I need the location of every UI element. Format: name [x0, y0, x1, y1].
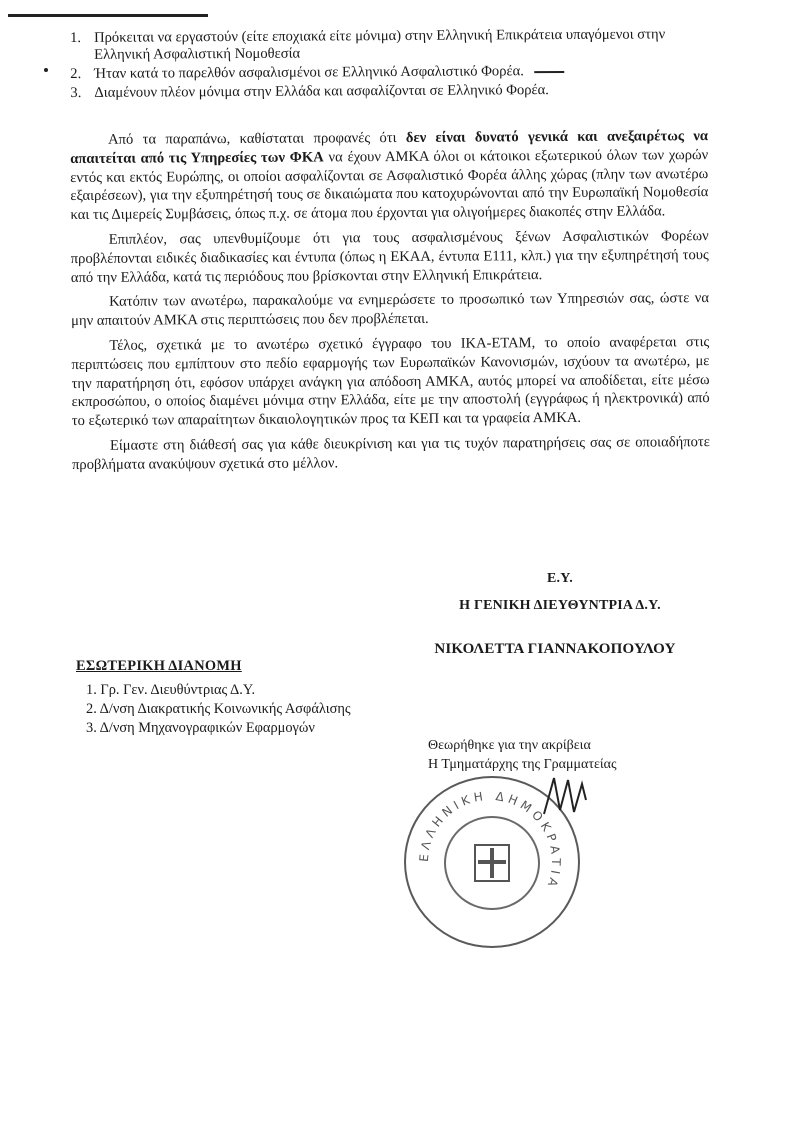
distribution-item: 3. Δ/νση Μηχανογραφικών Εφαρμογών	[86, 720, 315, 736]
paragraph-5: Είμαστε στη διάθεσή σας για κάθε διευκρίνιση και για τις τυχόν παρατηρήσεις σας σε οποιαδήποτε προβλήματα ανακύψουν σχετικά στο μέλλον.	[71, 434, 710, 473]
letter-body	[70, 127, 710, 480]
paragraph-1	[70, 127, 709, 225]
paragraph-text: να έχουν ΑΜΚΑ όλοι οι κάτοικοι εξωτερικού όλων των χωρών εντός και εκτός Ευρώπης, οι οποίοι ασφαλίζονται σε Ασφαλιστικό Φορέα άλλης χώρας (πλην των ανωτέρω εξαιρέσεων), για την εξυπηρέτησή τους σε δικαιώματα που κατοχυρώνονται από την Ευρωπαϊκή Νομοθεσία και τις Διμερείς Συμβάσεις, όπως π.χ. σε άτομα που έρχονται για ολιγοήμερες διακοπές στην Ελλάδα.	[70, 146, 709, 224]
paragraph-4: Τέλος, σχετικά με το ανωτέρω σχετικό έγγραφο του ΙΚΑ-ΕΤΑΜ, το οποίο αναφέρεται στις περιπτώσεις που εμπίπτουν στο πεδίο εφαρμογής των Ευρωπαϊκών Κανονισμών, ισχύουν τα ανωτέρω, με την παρατήρηση ότι, εφόσον υπάρχει ανάγκη για απόδοση ΑΜΚΑ, αυτός μπορεί να αποδίδεται, είτε μέσω εκπροσώπου, ο οποίος διαμένει μόνιμα στην Ελλάδα, είτε με την αποστολή (εγγράφως ή ηλεκτρονικά) από το εξωτερικό των απαραίτητων δικαιολογητικών προς τα ΚΕΠ και τα γραφεία ΑΜΚΑ.	[71, 334, 710, 430]
list-text: Διαμένουν πλέον μόνιμα στην Ελλάδα και ασφαλίζονται σε Ελληνικό Φορέα.	[94, 82, 549, 101]
internal-distribution	[76, 657, 436, 738]
paragraph-text: Από τα παραπάνω, καθίσταται προφανές ότι	[108, 129, 406, 148]
list-number: 1.	[70, 29, 82, 46]
list-item	[70, 81, 710, 102]
margin-dot	[44, 68, 48, 72]
list-item	[70, 62, 710, 83]
signature-ey: Ε.Υ.	[547, 571, 573, 586]
top-edge-line	[8, 14, 208, 17]
attestation-line: Η Τμηματάρχης της Γραμματείας	[428, 757, 617, 772]
distribution-item: 1. Γρ. Γεν. Διευθύντριας Δ.Υ.	[86, 682, 256, 698]
paragraph-bold-text: δεν είναι δυνατό γενικά και ανεξαιρέτως να απαιτείται από τις Υπηρεσίες των ΦΚΑ	[70, 128, 709, 167]
signature-title: Η ΓΕΝΙΚΗ ΔΙΕΥΘΥΝΤΡΙΑ Δ.Υ.	[459, 598, 661, 613]
seal-text: ΕΛΛΗΝΙΚΗ ΔΗΜΟΚΡΑΤΙΑ	[416, 788, 564, 893]
paragraph-2: Επιπλέον, σας υπενθυμίζουμε ότι για τους ασφαλισμένους ξένων Ασφαλιστικών Φορέων προβλέπονται ειδικές διαδικασίες και έντυπα (όπως η ΕΚΑΑ, έντυπα Ε111, κλπ.) για την εξυπηρέτησή τους από την Ελλάδα, κατά τις περιόδους που βρίσκονται στην Ελληνική Επικράτεια.	[70, 228, 709, 286]
cross-emblem-icon	[474, 844, 510, 882]
signatory-name: ΝΙΚΟΛΕΤΤΑ ΓΙΑΝΝΑΚΟΠΟΥΛΟΥ	[434, 641, 676, 657]
underline-mark	[534, 71, 564, 73]
list-text-content: Ήταν κατά το παρελθόν ασφαλισμένοι σε Ελληνικό Ασφαλιστικό Φορέα.	[94, 63, 524, 82]
list-number: 2.	[70, 65, 82, 82]
distribution-item: 2. Δ/νση Διακρατικής Κοινωνικής Ασφάλισης	[86, 701, 351, 717]
conditions-list	[70, 26, 710, 104]
handwritten-signature	[540, 770, 590, 820]
attestation-block	[428, 736, 708, 774]
list-number: 3.	[70, 84, 82, 101]
list-text: Πρόκειται να εργαστούν (είτε εποχιακά είτε μόνιμα) στην Ελληνική Επικράτεια υπαγόμενοι στην Ελληνική Ασφαλιστική Νομοθεσία	[93, 26, 666, 63]
distribution-heading: ΕΣΩΤΕΡΙΚΗ ΔΙΑΝΟΜΗ	[76, 658, 242, 674]
list-item	[70, 26, 710, 64]
list-text	[94, 62, 710, 83]
paragraph-3: Κατόπιν των ανωτέρω, παρακαλούμε να ενημερώσετε το προσωπικό των Υπηρεσιών σας, ώστε να μην απαιτούν ΑΜΚΑ στις περιπτώσεις που δεν προβλέπεται.	[71, 290, 710, 330]
attestation-line: Θεωρήθηκε για την ακρίβεια	[428, 738, 591, 753]
